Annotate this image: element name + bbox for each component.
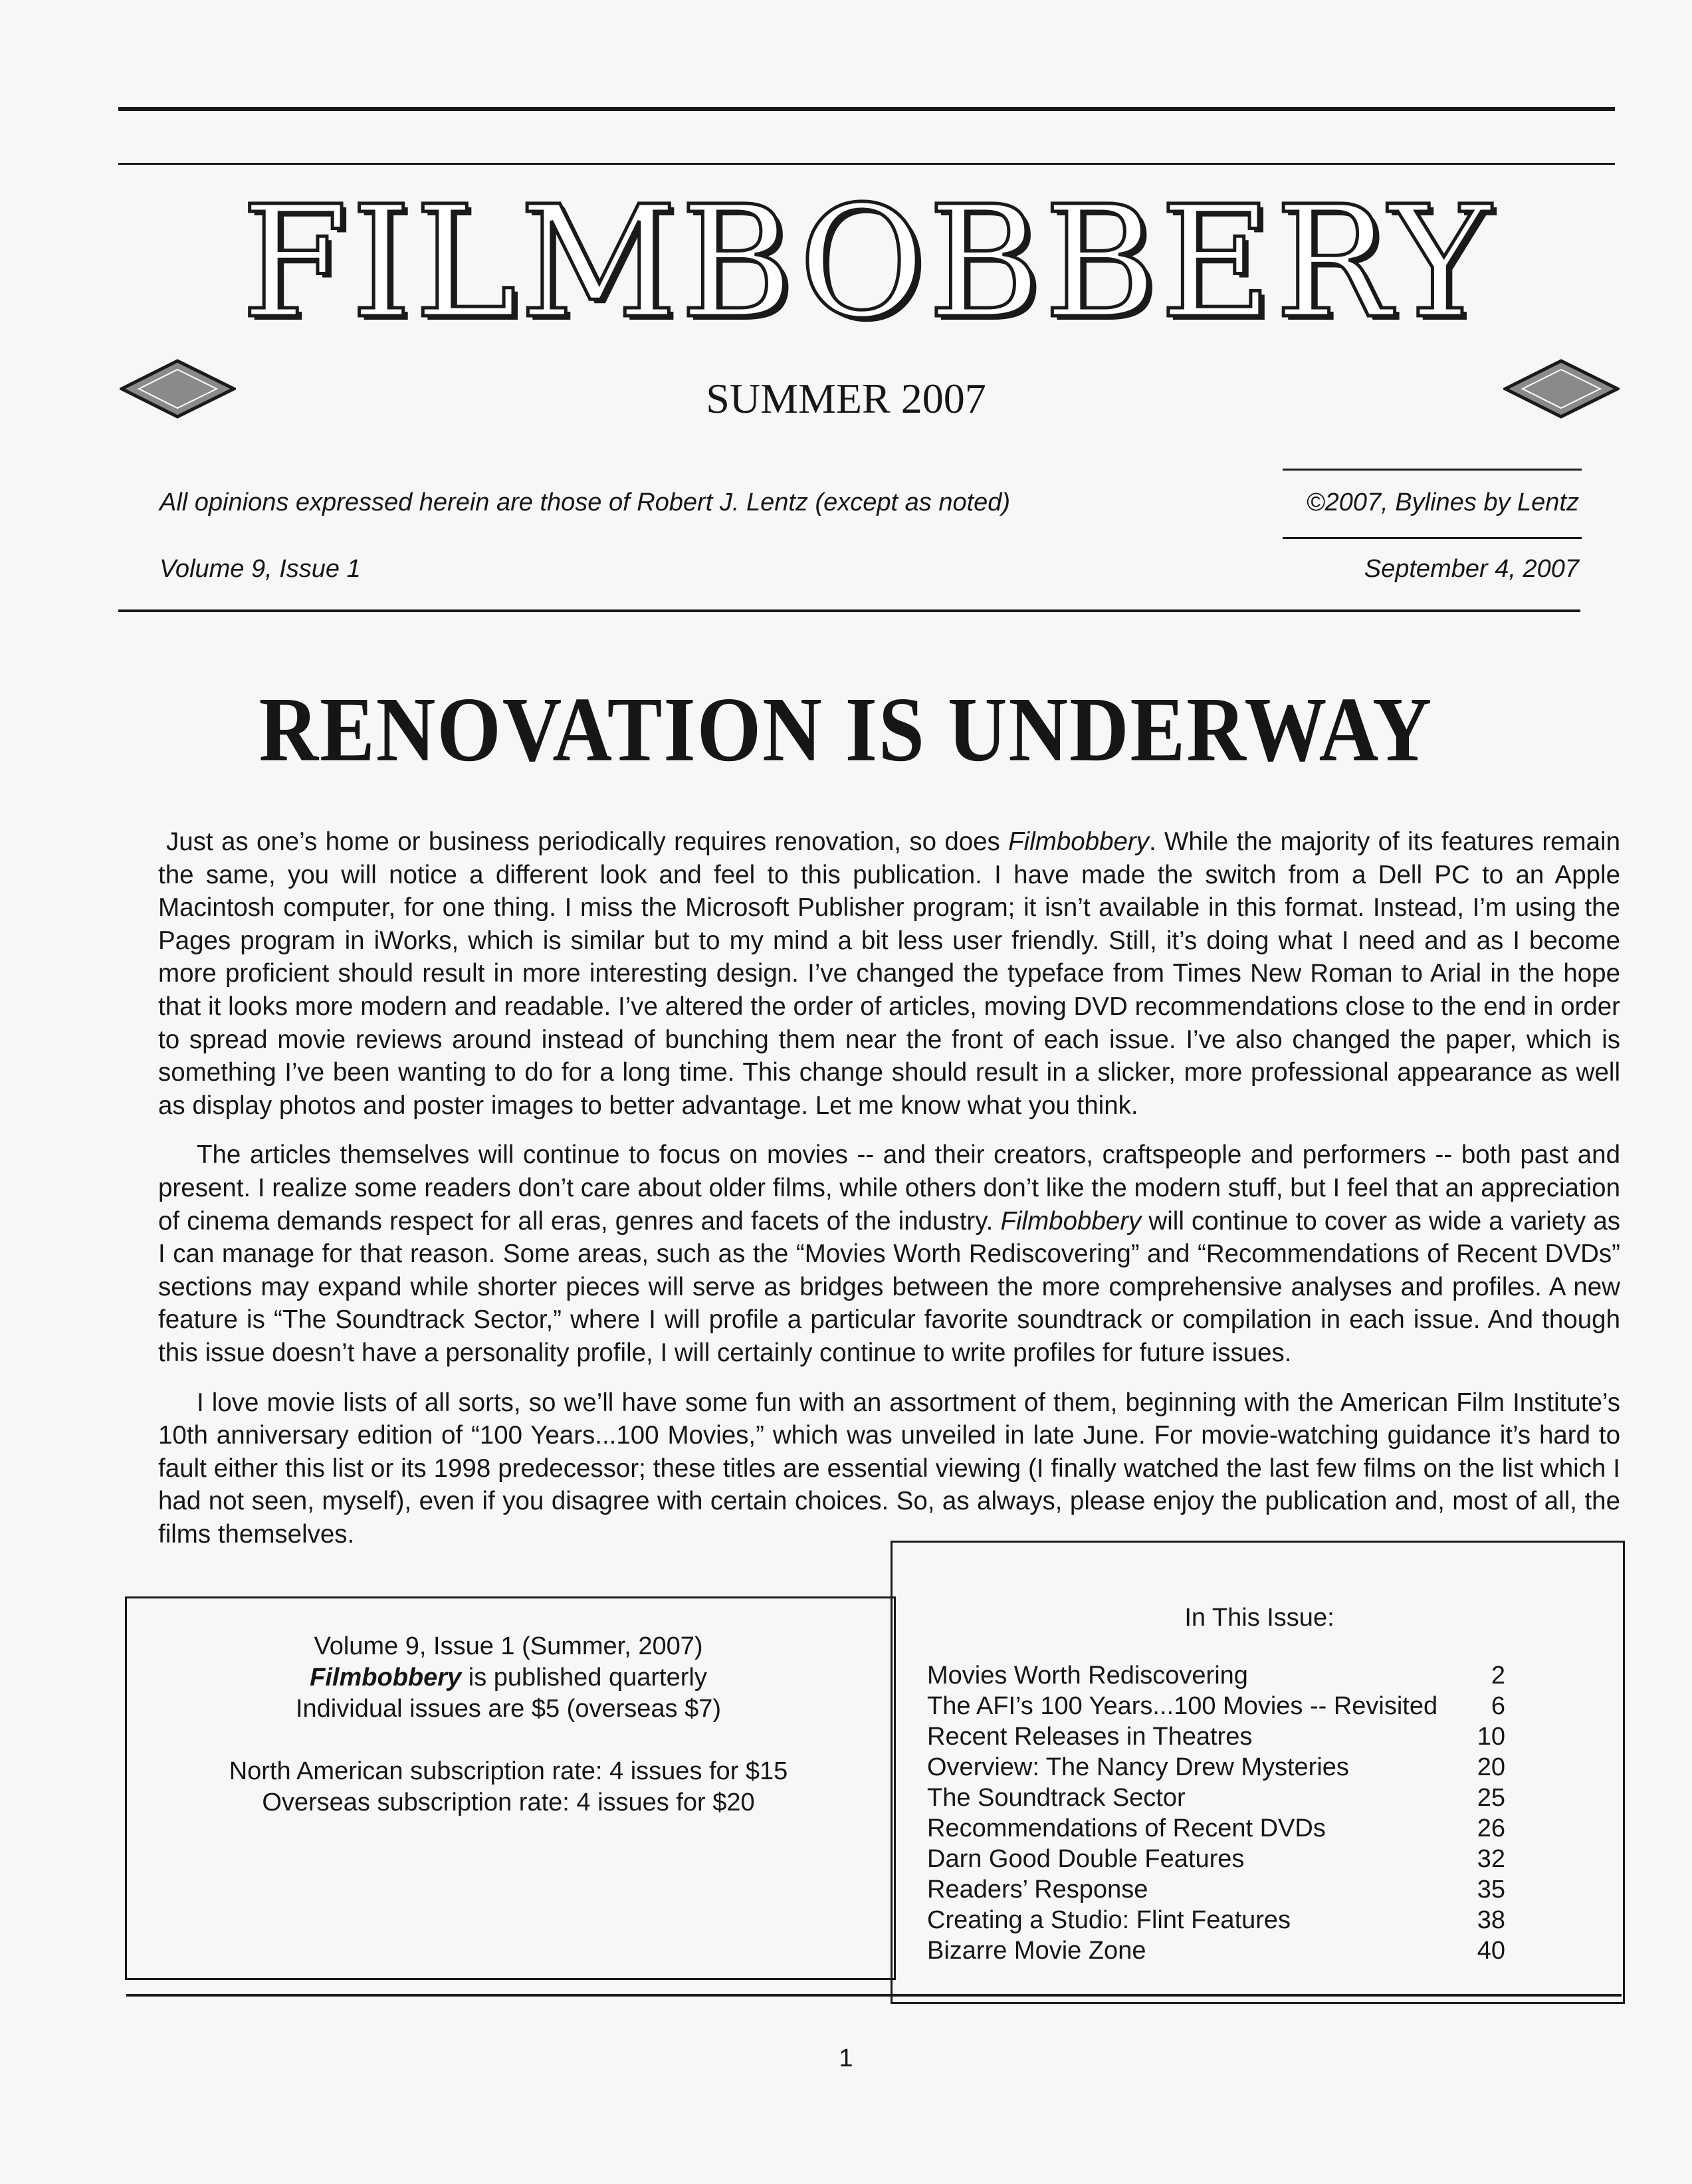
article-paragraph-3: I love movie lists of all sorts, so we’ll have some fun with an assortment of them, beginning with the American Film Institute’s 10th anniversary edition of “100 Years...100 Movies,” which was unveiled in late June. For movie-watching guidance it’s hard to fault either this list or its 1998 predecessor; these titles are essential viewing (I finally watched the last few films on the list which I had not seen, myself), even if you disagree with certain choices. So, as always, please enjoy the publication and, most of all, the films themselves. — [158, 1388, 1620, 1549]
toc-item: Bizarre Movie Zone 40 — [927, 1937, 1505, 1965]
issue-date: September 4, 2007 — [1364, 555, 1579, 583]
toc-item: Readers’ Response 35 — [927, 1876, 1505, 1904]
masthead-title: FILMBOBBERY — [241, 173, 1494, 352]
toc-item: Darn Good Double Features 32 — [927, 1845, 1505, 1873]
toc-item: Movies Worth Rediscovering 2 — [927, 1662, 1505, 1690]
subscription-frequency: Filmbobbery is published quarterly — [310, 1664, 707, 1692]
subscription-overseas-rate: Overseas subscription rate: 4 issues for $20 — [262, 1789, 755, 1816]
opinions-disclaimer: All opinions expressed herein are those of Robert J. Lentz (except as noted) — [159, 489, 1011, 516]
toc-item: The AFI’s 100 Years...100 Movies -- Revisited 6 — [927, 1692, 1505, 1720]
toc-list — [927, 1660, 1505, 1966]
toc-item: Overview: The Nancy Drew Mysteries 20 — [927, 1753, 1505, 1781]
publication-name: Filmbobbery — [1000, 1206, 1142, 1236]
toc-item: Recent Releases in Theatres 10 — [927, 1723, 1505, 1751]
subscription-volume: Volume 9, Issue 1 (Summer, 2007) — [314, 1632, 703, 1660]
subscription-single-price: Individual issues are $5 (overseas $7) — [295, 1695, 721, 1723]
article-paragraph-1: Just as one’s home or business periodically requires renovation, so does Filmbobbery. While the majority of its features remain the same, you will notice a different look and feel to this publication. I have made the switch from a Dell PC to an Apple Macintosh computer, for one thing. I miss the Microsoft Publisher program; it isn’t available in this format. Instead, I’m using the Pages program in iWorks, which is similar but to my mind a bit less user friendly. Still, it’s doing what I need and as I become more proficient should result in more interesting design. I’ve changed the typeface from Times New Roman to Arial in the hope that it looks more modern and readable. I’ve altered the order of articles, moving DVD recommendations close to the end in order to spread movie reviews around instead of bunching them near the front of each issue. I’ve also changed the paper, which is something I’ve been wanting to do for a long time. This change should result in a slicker, more professional appearance as well as display photos and poster images to better advantage. Let me know what you think. — [158, 827, 1621, 1120]
issue-season: SUMMER 2007 — [706, 375, 986, 422]
article-paragraph-2: The articles themselves will continue to focus on movies -- and their creators, craftspeople and performers -- both past and present. I realize some readers don’t care about older films, while others don’t like the modern stuff, but I feel that an appreciation of cinema demands respect for all eras, genres and facets of the industry. Filmbobbery will continue to cover as wide a variety as I can manage for that reason. Some areas, such as the “Movies Worth Rediscovering” and “Recommendations of Recent DVDs” sections may expand while shorter pieces will serve as bridges between the more comprehensive analyses and profiles. A new feature is “The Soundtrack Sector,” where I will profile a particular favorite soundtrack or compilation in each issue. And though this issue doesn’t have a personality profile, I will certainly continue to write profiles for future issues. — [158, 1141, 1621, 1367]
copyright-notice: ©2007, Bylines by Lentz — [1306, 489, 1579, 516]
masthead-rule — [118, 163, 1615, 165]
meta-rule-middle — [1283, 537, 1582, 539]
toc-item: Creating a Studio: Flint Features 38 — [927, 1906, 1505, 1934]
toc-item: Recommendations of Recent DVDs 26 — [927, 1814, 1505, 1842]
toc-item: The Soundtrack Sector 25 — [927, 1784, 1505, 1812]
page-number: 1 — [839, 2044, 853, 2072]
meta-rule-upper — [1283, 469, 1582, 471]
article-headline: RENOVATION IS UNDERWAY — [259, 678, 1433, 781]
toc-title: In This Issue: — [1184, 1604, 1334, 1632]
top-rule — [118, 107, 1615, 111]
meta-rule-lower — [118, 609, 1580, 612]
volume-issue: Volume 9, Issue 1 — [159, 555, 361, 583]
article-body — [158, 825, 1620, 1567]
publication-name: Filmbobbery — [1008, 827, 1149, 856]
subscription-north-america-rate: North American subscription rate: 4 issues for $15 — [229, 1757, 788, 1785]
